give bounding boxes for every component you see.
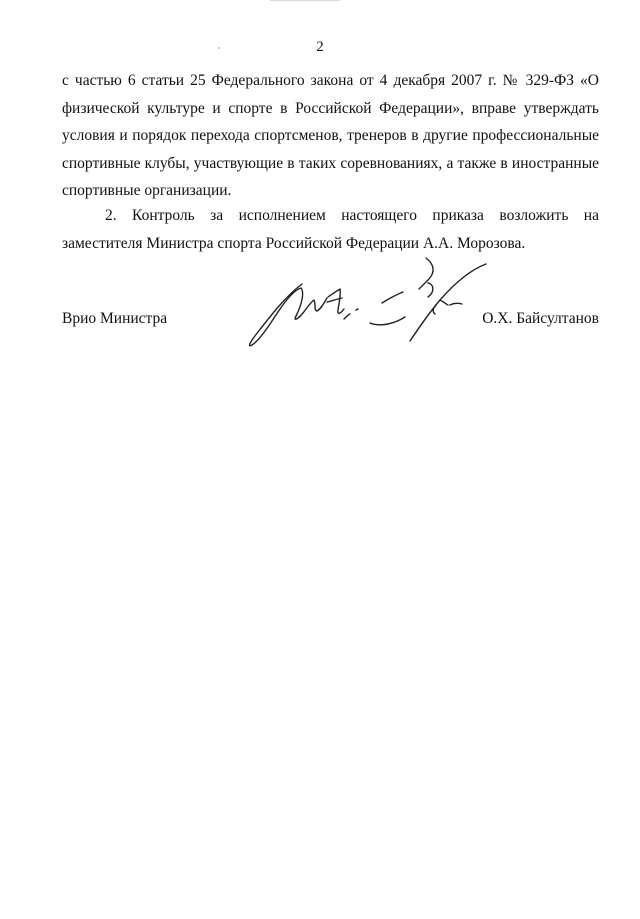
paragraph-line: спортивные организации. (62, 182, 232, 199)
paragraph-line: Министра спорта Российской Федерации А.А. Морозова. (146, 234, 526, 252)
paragraph-line: условия и порядок перехода спортсменов, тренеров в другие профессиональные (62, 127, 599, 144)
signature-block (62, 304, 599, 334)
paragraph-1 (62, 67, 599, 205)
paragraph-line: спортивные клубы, участвующие в таких соревнованиях, а также в иностранные (62, 154, 599, 172)
handwritten-signature (240, 248, 500, 358)
paragraph-line: с частью 6 статьи 25 Федерального закона от 4 декабря 2007 г. № 329-ФЗ (62, 72, 575, 89)
signer-title: Врио Министра (62, 310, 168, 327)
page-number: 2 (316, 39, 324, 55)
scan-artifact (270, 0, 340, 1)
signer-name: О.Х. Байсултанов (482, 310, 599, 327)
paragraph-line: «О физической культуре и спорте в Российской Федерации», вправе утверждать (62, 72, 599, 117)
paragraph-line: 2. Контроль за исполнением настоящего приказа возложить на заместителя (62, 207, 599, 252)
